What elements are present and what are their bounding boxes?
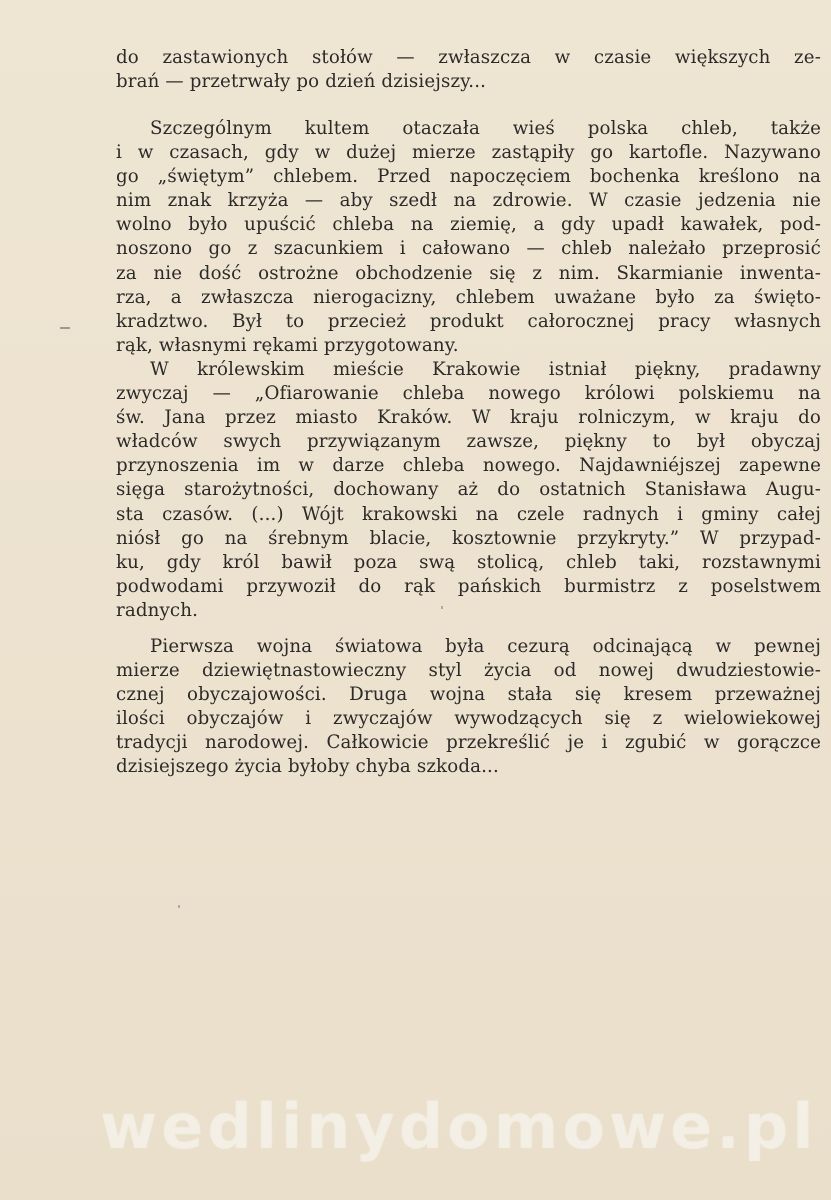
text-line: W królewskim mieście Krakowie istniał piękny, pradawny [150, 358, 821, 380]
text-line: kradztwo. Był to przecież produkt całorocznej pracy własnych [116, 310, 821, 332]
text-line: ku, gdy król bawił poza swą stolicą, chleb taki, rozstawnymi [116, 551, 821, 573]
text-line: tradycji narodowej. Całkowicie przekreślić je i zgubić w gorączce [116, 732, 821, 754]
text-line: go „świętym” chlebem. Przed napoczęciem bochenka kreślono na [116, 166, 821, 188]
text-line: zwyczaj — „Ofiarowanie chleba nowego królowi polskiemu na [116, 383, 821, 405]
paragraph-bread-cult [116, 117, 821, 623]
margin-mark [60, 327, 70, 329]
text-line: noszono go z szacunkiem i całowano — chleb należało przeprosić [116, 238, 821, 260]
text-line: do zastawionych stołów — zwłaszcza w czasie większych ze- [116, 47, 821, 68]
text-line: nim znak krzyża — aby szedł na zdrowie. W czasie jedzenia nie [116, 190, 821, 212]
paragraph-world-wars [116, 635, 821, 780]
text-line: mierze dziewiętnastowieczny styl życia od nowej dwudziestowie- [116, 660, 821, 682]
text-line: i w czasach, gdy w dużej mierze zastąpiły go kartofle. Nazywano [116, 142, 821, 164]
scan-speck [441, 606, 443, 609]
watermark: wedlinydomowe.pl [100, 1090, 818, 1163]
text-line: za nie dość ostrożne obchodzenie się z nim. Skarmianie inwenta- [116, 262, 821, 284]
paragraph-continuation [116, 46, 821, 94]
text-line: sięga starożytności, dochowany aż do ostatnich Stanisława Augu- [116, 479, 821, 501]
text-line: radnych. [116, 599, 199, 621]
text-line: ilości obyczajów i zwyczajów wywodzących się z wielowiekowej [116, 708, 821, 730]
text-line: Pierwsza wojna światowa była cezurą odcinającą w pewnej [150, 636, 821, 657]
text-line: cznej obyczajowości. Druga wojna stała się kresem przeważnej [116, 684, 821, 706]
text-line: św. Jana przez miasto Kraków. W kraju rolniczym, w kraju do [116, 407, 821, 429]
text-line: sta czasów. (...) Wójt krakowski na czele radnych i gminy całej [116, 503, 821, 525]
text-line: rza, a zwłaszcza nierogacizny, chlebem uważane było za święto- [116, 286, 821, 308]
text-line: niósł go na śrebnym blacie, kosztownie przykryty.” W przypad- [116, 527, 821, 549]
text-line: rąk, własnymi rękami przygotowany. [116, 334, 459, 356]
text-line: Szczególnym kultem otaczała wieś polska chleb, także [150, 118, 821, 139]
text-line: przynoszenia im w darze chleba nowego. Najdawniéjszej zapewne [116, 455, 821, 477]
text-line: dzisiejszego życia byłoby chyba szkoda... [116, 756, 499, 778]
text-line: brań — przetrwały po dzień dzisiejszy... [116, 71, 487, 93]
text-line: władców swych przywiązanym zawsze, piękny to był obyczaj [116, 431, 821, 453]
scan-speck [178, 905, 180, 908]
text-line: podwodami przywoził do rąk pańskich burmistrz z poselstwem [116, 575, 821, 597]
text-line: wolno było upuścić chleba na ziemię, a gdy upadł kawałek, pod- [116, 214, 821, 236]
